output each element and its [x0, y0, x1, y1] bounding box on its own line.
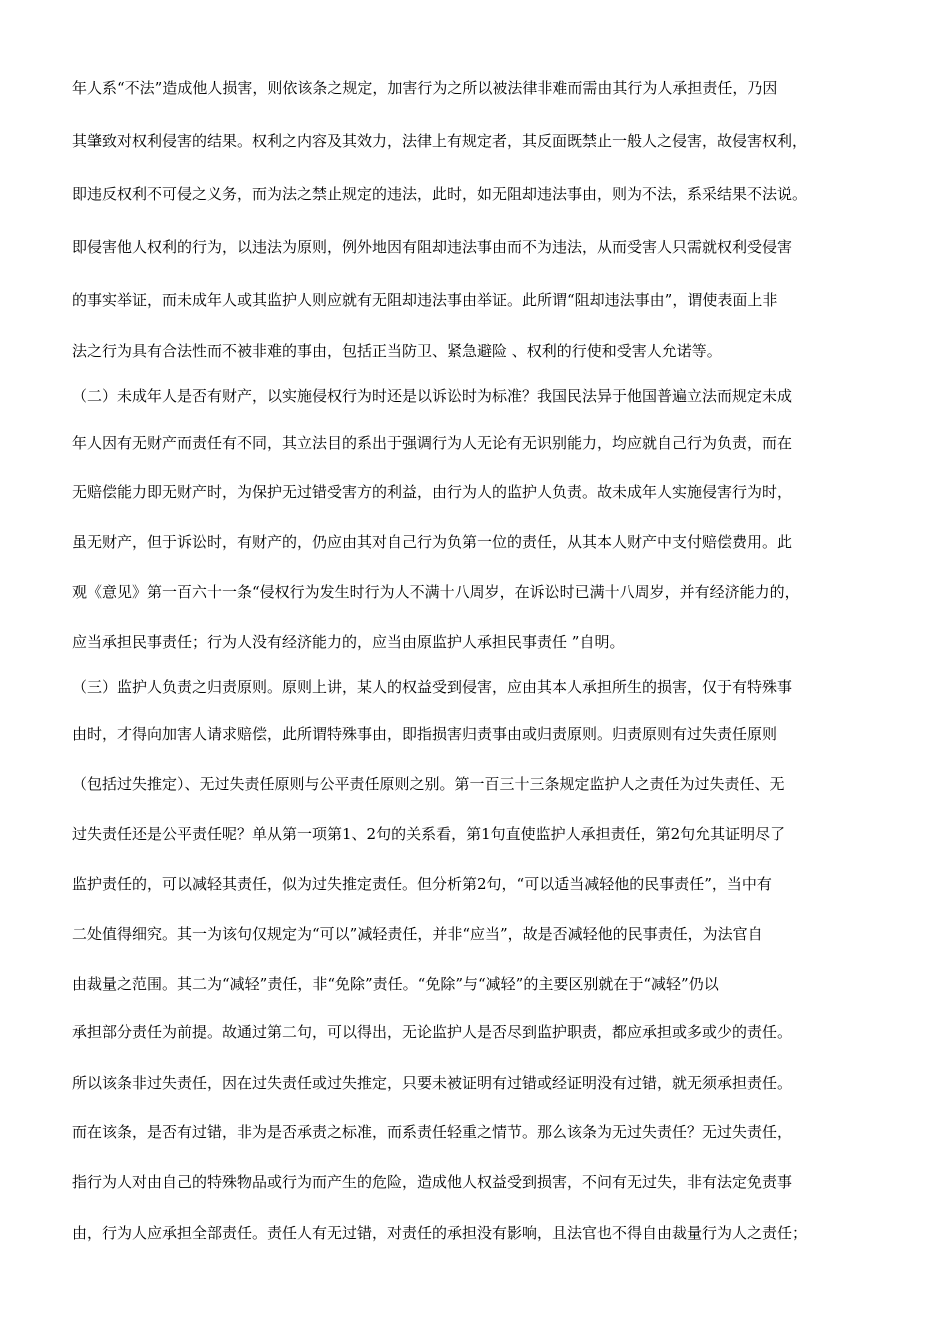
text-line: 所以该条非过失责任，因在过失责任或过失推定，只要未被证明有过错或经证明没有过错，就无须承担责任。	[72, 1074, 793, 1092]
text-line: 应当承担民事责任；行为人没有经济能力的，应当由原监护人承担民事责任 ”自明。	[72, 633, 625, 651]
text-line: 指行为人对由自己的特殊物品或行为而产生的危险，造成他人权益受到损害，不问有无过失，非有法定免责事	[72, 1173, 793, 1191]
text-line: 由时，才得向加害人请求赔偿，此所谓特殊事由，即指损害归责事由或归责原则。归责原则有过失责任原则	[72, 725, 778, 743]
text-line: 承担部分责任为前提。故通过第二句，可以得出，无论监护人是否尽到监护职责，都应承担或多或少的责任。	[72, 1023, 793, 1041]
text-line: 由裁量之范围。其二为“减轻”责任，非“免除”责任。“免除”与“减轻”的主要区别就在于“减轻”仍以	[72, 975, 719, 993]
text-line: 即违反权利不可侵之义务，而为法之禁止规定的违法，此时，如无阻却违法事由，则为不法，系采结果不法说。	[72, 185, 808, 203]
text-line: 虽无财产，但于诉讼时，有财产的，仍应由其对自己行为负第一位的责任，从其本人财产中支付赔偿费用。此	[72, 533, 793, 551]
text-line: 即侵害他人权利的行为，以违法为原则，例外地因有阻却违法事由而不为违法，从而受害人只需就权利受侵害	[72, 238, 793, 256]
text-line: 监护责任的，可以减轻其责任，似为过失推定责任。但分析第2句，“可以适当减轻他的民事责任”，当中有	[72, 875, 772, 893]
text-line: 过失责任还是公平责任呢？单从第一项第1、2句的关系看，第1句直使监护人承担责任，第2句允其证明尽了	[72, 825, 786, 843]
text-line: 观《意见》第一百六十一条“侵权行为发生时行为人不满十八周岁，在诉讼时已满十八周岁，并有经济能力的，	[72, 583, 800, 601]
text-line: （包括过失推定）、无过失责任原则与公平责任原则之别。第一百三十三条规定监护人之责任为过失责任、无	[72, 775, 785, 793]
text-line: 无赔偿能力即无财产时，为保护无过错受害方的利益，由行为人的监护人负责。故未成年人实施侵害行为时，	[72, 483, 793, 501]
text-line: 年人因有无财产而责任有不同，其立法目的系出于强调行为人无论有无识别能力，均应就自己行为负责，而在	[72, 434, 793, 452]
text-line: 的事实举证，而未成年人或其监护人则应就有无阻却违法事由举证。此所谓“阻却违法事由”，谓使表面上非	[72, 291, 778, 309]
text-line: 年人系“不法”造成他人损害，则依该条之规定，加害行为之所以被法律非难而需由其行为人承担责任，乃因	[72, 79, 778, 97]
text-line: 法之行为具有合法性而不被非难的事由，包括正当防卫、紧急避险 、权利的行使和受害人允诺等。	[72, 342, 722, 360]
text-line: 二处值得细究。其一为该句仅规定为“可以”减轻责任，并非“应当”，故是否减轻他的民事责任，为法官自	[72, 925, 763, 943]
text-line: 其肇致对权利侵害的结果。权利之内容及其效力，法律上有规定者，其反面既禁止一般人之侵害，故侵害权利，	[72, 132, 808, 150]
text-line: 而在该条，是否有过错，非为是否承责之标准，而系责任轻重之情节。那么该条为无过失责任？无过失责任，	[72, 1123, 793, 1141]
text-line: （二）未成年人是否有财产，以实施侵权行为时还是以诉讼时为标准？我国民法异于他国普遍立法而规定未成	[72, 387, 793, 405]
text-line: （三）监护人负责之归责原则。原则上讲，某人的权益受到侵害，应由其本人承担所生的损害，仅于有特殊事	[72, 678, 793, 696]
text-line: 由，行为人应承担全部责任。责任人有无过错，对责任的承担没有影响，且法官也不得自由裁量行为人之责任；	[72, 1224, 808, 1242]
